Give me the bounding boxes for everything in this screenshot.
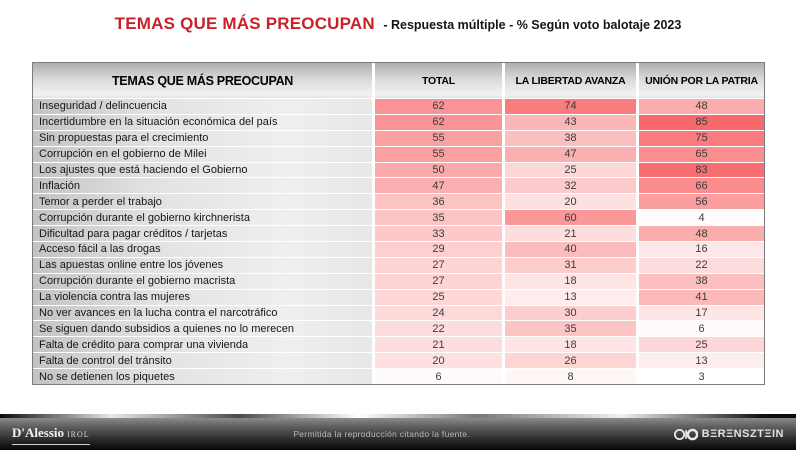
table-row [33, 257, 764, 273]
value-cell: 75 [636, 130, 764, 146]
table-row [33, 98, 764, 114]
value-cell: 20 [372, 352, 502, 368]
value-cell: 47 [372, 177, 502, 193]
value-cell: 62 [372, 114, 502, 130]
row-label: Falta de crédito para comprar una vivienda [33, 336, 372, 352]
row-label: La violencia contra las mujeres [33, 289, 372, 305]
topics-table [32, 62, 765, 385]
value-cell: 33 [372, 225, 502, 241]
row-label: Corrupción durante el gobierno macrista [33, 273, 372, 289]
value-cell: 56 [636, 193, 764, 209]
value-cell: 38 [636, 273, 764, 289]
berensztein-icon [674, 428, 698, 441]
value-cell: 66 [636, 177, 764, 193]
value-cell: 27 [372, 257, 502, 273]
table-header-row [33, 63, 764, 98]
row-label: No se detienen los piquetes [33, 368, 372, 384]
row-label: Inseguridad / delincuencia [33, 98, 372, 114]
table-row [33, 130, 764, 146]
row-label: Inflación [33, 177, 372, 193]
value-cell: 62 [372, 98, 502, 114]
berensztein-logo [674, 428, 784, 441]
table-row [33, 305, 764, 321]
value-cell: 3 [636, 368, 764, 384]
value-cell: 47 [502, 146, 636, 162]
value-cell: 17 [636, 305, 764, 321]
berensztein-logo-text: BΞRΞNSZTΞIN [701, 428, 784, 440]
value-cell: 55 [372, 130, 502, 146]
row-label: Falta de control del tránsito [33, 352, 372, 368]
table-row [33, 336, 764, 352]
value-cell: 21 [502, 225, 636, 241]
table-row [33, 241, 764, 257]
value-cell: 31 [502, 257, 636, 273]
value-cell: 36 [372, 193, 502, 209]
value-cell: 25 [502, 162, 636, 178]
value-cell: 41 [636, 289, 764, 305]
table-row [33, 209, 764, 225]
value-cell: 35 [502, 320, 636, 336]
column-header-1: LA LIBERTAD AVANZA [502, 63, 636, 98]
value-cell: 48 [636, 98, 764, 114]
table-row [33, 114, 764, 130]
value-cell: 4 [636, 209, 764, 225]
value-cell: 8 [502, 368, 636, 384]
row-label: Los ajustes que está haciendo el Gobierno [33, 162, 372, 178]
row-label: Incertidumbre en la situación económica del país [33, 114, 372, 130]
value-cell: 13 [502, 289, 636, 305]
table-row [33, 146, 764, 162]
value-cell: 65 [636, 146, 764, 162]
footer-disclaimer: Permitida la reproducción citando la fuente. [293, 429, 470, 439]
value-cell: 83 [636, 162, 764, 178]
value-cell: 13 [636, 352, 764, 368]
value-cell: 30 [502, 305, 636, 321]
column-header-0: TOTAL [372, 63, 502, 98]
table-corner-header: TEMAS QUE MÁS PREOCUPAN [33, 63, 372, 98]
row-label: Se siguen dando subsidios a quienes no lo merecen [33, 320, 372, 336]
value-cell: 16 [636, 241, 764, 257]
value-cell: 50 [372, 162, 502, 178]
value-cell: 29 [372, 241, 502, 257]
value-cell: 6 [636, 320, 764, 336]
table-row [33, 225, 764, 241]
footer-bar [0, 414, 796, 450]
value-cell: 22 [372, 320, 502, 336]
table-row [33, 352, 764, 368]
value-cell: 40 [502, 241, 636, 257]
table-row [33, 289, 764, 305]
value-cell: 27 [372, 273, 502, 289]
title-main: TEMAS QUE MÁS PREOCUPAN [114, 14, 375, 33]
value-cell: 24 [372, 305, 502, 321]
value-cell: 21 [372, 336, 502, 352]
column-header-2: UNIÓN POR LA PATRIA [636, 63, 764, 98]
table-row [33, 193, 764, 209]
row-label: Dificultad para pagar créditos / tarjetas [33, 225, 372, 241]
row-label: Acceso fácil a las drogas [33, 241, 372, 257]
value-cell: 26 [502, 352, 636, 368]
table-row [33, 368, 764, 384]
value-cell: 38 [502, 130, 636, 146]
dalessio-logo-text: D'Alessio [12, 424, 64, 440]
value-cell: 18 [502, 273, 636, 289]
table-row [33, 320, 764, 336]
value-cell: 25 [636, 336, 764, 352]
value-cell: 22 [636, 257, 764, 273]
value-cell: 32 [502, 177, 636, 193]
value-cell: 43 [502, 114, 636, 130]
title-subtitle: - Respuesta múltiple - % Según voto balotaje 2023 [383, 18, 682, 32]
value-cell: 25 [372, 289, 502, 305]
row-label: Las apuestas online entre los jóvenes [33, 257, 372, 273]
value-cell: 74 [502, 98, 636, 114]
value-cell: 85 [636, 114, 764, 130]
row-label: Temor a perder el trabajo [33, 193, 372, 209]
table-row [33, 162, 764, 178]
value-cell: 6 [372, 368, 502, 384]
row-label: Corrupción en el gobierno de Milei [33, 146, 372, 162]
value-cell: 35 [372, 209, 502, 225]
value-cell: 48 [636, 225, 764, 241]
table-row [33, 273, 764, 289]
value-cell: 55 [372, 146, 502, 162]
row-label: Corrupción durante el gobierno kirchnerista [33, 209, 372, 225]
table-row [33, 177, 764, 193]
value-cell: 18 [502, 336, 636, 352]
irol-logo-text: IROL [67, 429, 90, 439]
row-label: Sin propuestas para el crecimiento [33, 130, 372, 146]
row-label: No ver avances en la lucha contra el narcotráfico [33, 305, 372, 321]
value-cell: 20 [502, 193, 636, 209]
slide-title [0, 0, 796, 34]
value-cell: 60 [502, 209, 636, 225]
dalessio-irol-logo [12, 424, 90, 445]
